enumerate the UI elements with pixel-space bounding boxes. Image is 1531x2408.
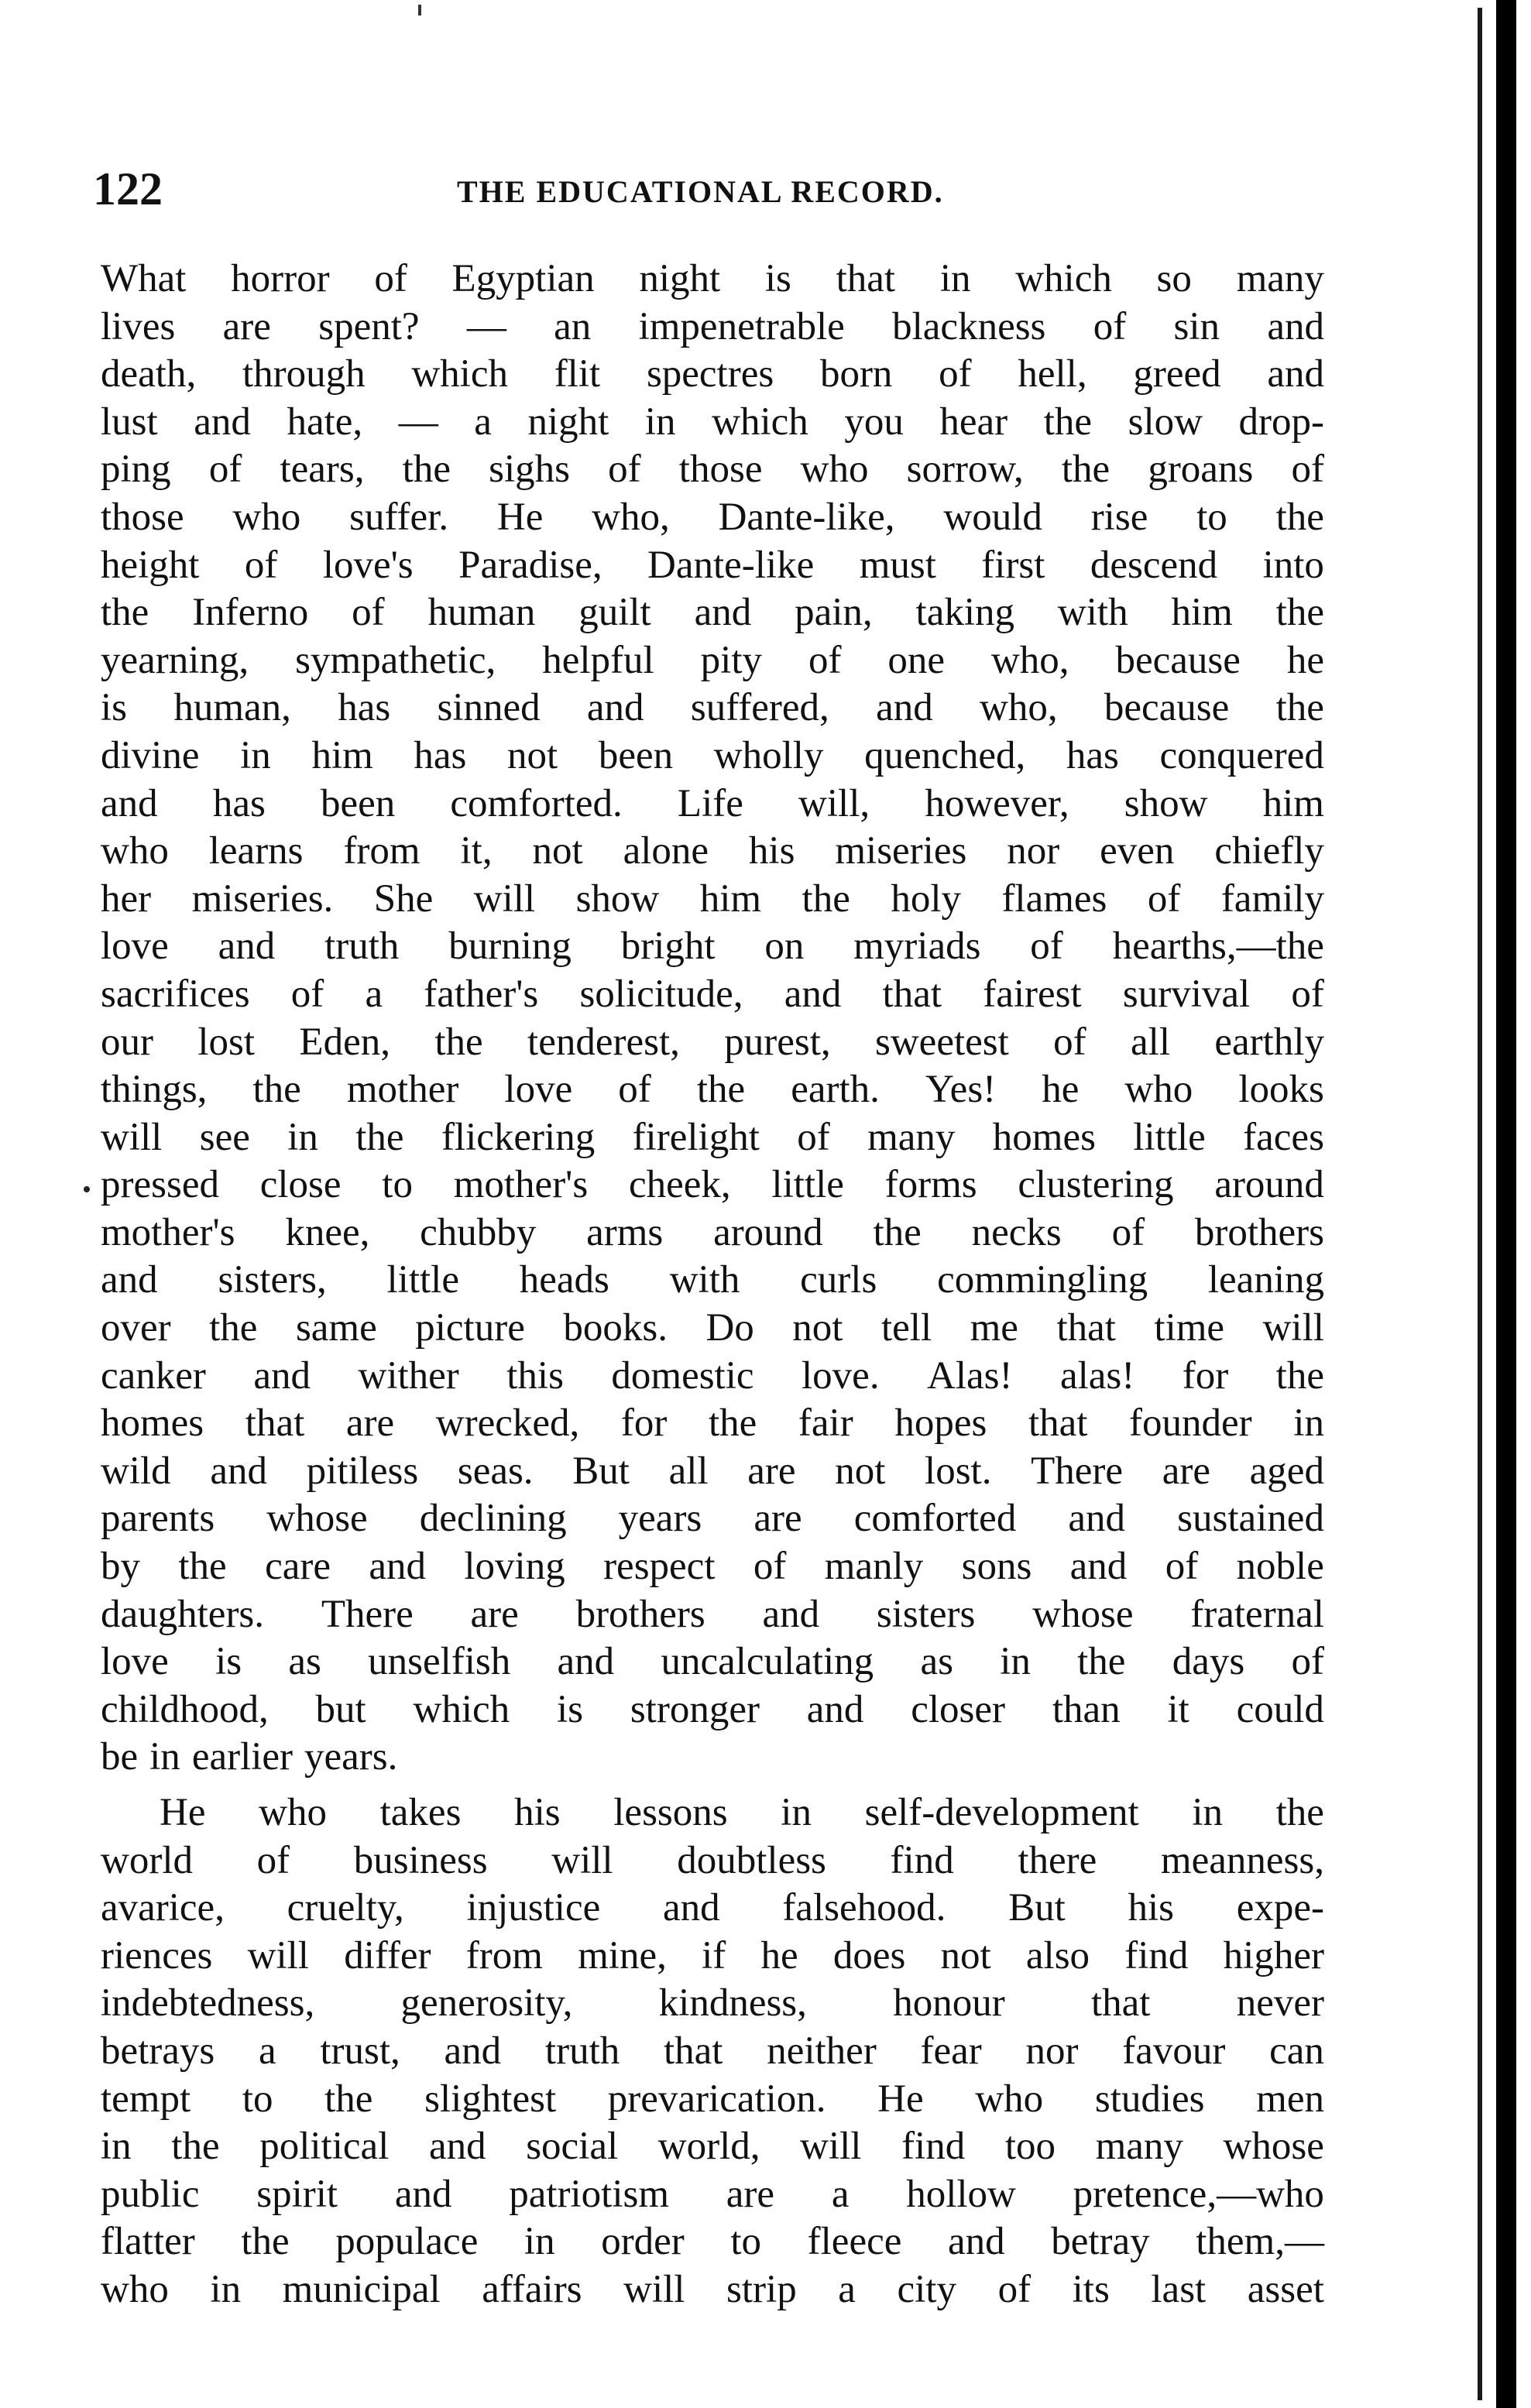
text-line: will see in the flickering firelight of many homes little faces (101, 1115, 1324, 1159)
stray-mark (418, 5, 421, 15)
text-line: lives are spent? — an impenetrable blackness of sin and (101, 304, 1324, 348)
text-line: flatter the populace in order to fleece and betray them,— (101, 2220, 1324, 2264)
text-line: daughters. There are brothers and sisters whose fraternal (101, 1592, 1324, 1636)
text-line: pressed close to mother's cheek, little forms clustering around (101, 1163, 1324, 1207)
margin-dot (84, 1186, 90, 1192)
page-header (93, 163, 1347, 225)
text-line: avarice, cruelty, injustice and falsehood. But his expe- (101, 1886, 1324, 1930)
page-number: 122 (93, 163, 163, 214)
text-line: things, the mother love of the earth. Yes! he who looks (101, 1068, 1324, 1112)
paragraph-gap (101, 1782, 1324, 1789)
body-text (101, 256, 1324, 2314)
text-line: divine in him has not been wholly quenched, has conquered (101, 733, 1324, 777)
text-line: in the political and social world, will find too many whose (101, 2125, 1324, 2169)
text-line: ping of tears, the sighs of those who sorrow, the groans of (101, 448, 1324, 492)
text-line: love is as unselfish and uncalculating as in the days of (101, 1640, 1324, 1684)
running-title: THE EDUCATIONAL RECORD. (457, 174, 944, 209)
text-line: public spirit and patriotism are a hollow pretence,—who (101, 2172, 1324, 2216)
text-line: He who takes his lessons in self-development in the (160, 1791, 1324, 1834)
text-line: riences will differ from mine, if he does not also find higher (101, 1933, 1324, 1978)
text-line: and sisters, little heads with curls commingling leaning (101, 1258, 1324, 1302)
text-line: childhood, but which is stronger and closer than it could (101, 1687, 1324, 1731)
text-line: lust and hate, — a night in which you hear the slow drop- (101, 400, 1324, 444)
text-line: over the same picture books. Do not tell me that time will (101, 1306, 1324, 1350)
text-line: parents whose declining years are comforted and sustained (101, 1497, 1324, 1541)
text-line: and has been comforted. Life will, however, show him (101, 781, 1324, 825)
text-line: mother's knee, chubby arms around the necks of brothers (101, 1210, 1324, 1254)
text-line: who in municipal affairs will strip a city of its last asset (101, 2267, 1324, 2311)
text-line: by the care and loving respect of manly sons and of noble (101, 1545, 1324, 1589)
text-line: the Inferno of human guilt and pain, taking with him the (101, 591, 1324, 635)
text-line: height of love's Paradise, Dante-like must first descend into (101, 543, 1324, 587)
page-edge-bar (1496, 0, 1516, 2408)
text-line: tempt to the slightest prevarication. He who studies men (101, 2077, 1324, 2121)
text-line: who learns from it, not alone his miseries nor even chiefly (101, 829, 1324, 873)
text-line: our lost Eden, the tenderest, purest, sweetest of all earthly (101, 1020, 1324, 1064)
text-line: be in earlier years. (101, 1735, 398, 1779)
text-line: What horror of Egyptian night is that in which so many (101, 257, 1324, 300)
text-line: wild and pitiless seas. But all are not lost. There are aged (101, 1449, 1324, 1493)
text-line: death, through which flit spectres born of hell, greed and (101, 352, 1324, 396)
text-line: sacrifices of a father's solicitude, and that fairest survival of (101, 972, 1324, 1016)
text-line: is human, has sinned and suffered, and who, because the (101, 686, 1324, 730)
text-line: homes that are wrecked, for the fair hopes that founder in (101, 1401, 1324, 1446)
text-line: indebtedness, generosity, kindness, honour that never (101, 1981, 1324, 2026)
page-edge-line (1478, 8, 1482, 2400)
text-line: those who suffer. He who, Dante-like, would rise to the (101, 495, 1324, 539)
text-line: canker and wither this domestic love. Alas! alas! for the (101, 1353, 1324, 1398)
text-line: world of business will doubtless find there meanness, (101, 1838, 1324, 1882)
text-line: her miseries. She will show him the holy flames of family (101, 876, 1324, 921)
text-line: betrays a trust, and truth that neither fear nor favour can (101, 2029, 1324, 2073)
text-line: love and truth burning bright on myriads of hearths,—the (101, 924, 1324, 969)
text-line: yearning, sympathetic, helpful pity of one who, because he (101, 638, 1324, 682)
